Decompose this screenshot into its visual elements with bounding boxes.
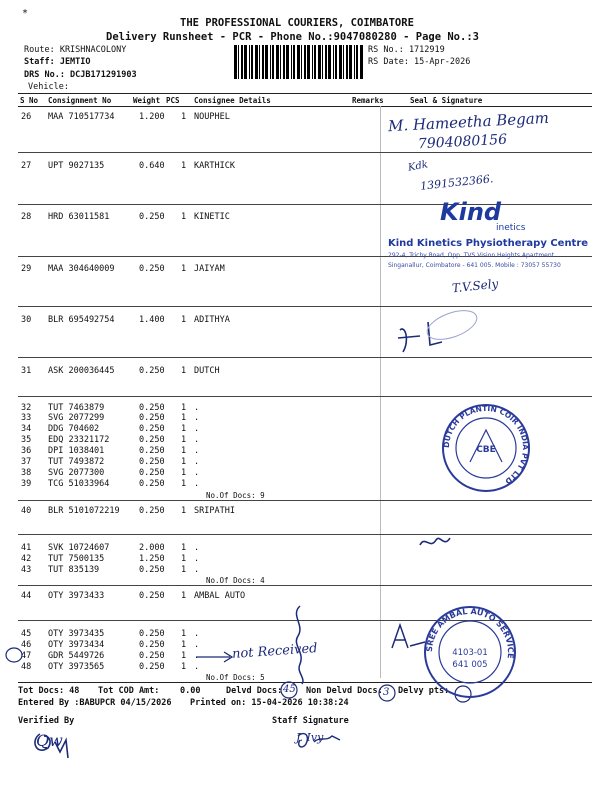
row-pcs: 1 bbox=[181, 543, 187, 553]
row-weight: 1.400 bbox=[139, 315, 165, 325]
staff-signature-label: Staff Signature bbox=[272, 716, 349, 726]
col-remarks: Remarks bbox=[352, 96, 384, 105]
barcode-bar bbox=[328, 45, 331, 79]
row-consignee: . bbox=[194, 424, 200, 434]
row-consignment: TCG 51033964 bbox=[48, 479, 110, 489]
barcode-bar bbox=[322, 45, 323, 79]
row-consignment: TUT 835139 bbox=[48, 565, 100, 575]
row-sno: 26 bbox=[21, 112, 32, 122]
row-pcs: 1 bbox=[181, 629, 187, 639]
row-weight: 1.250 bbox=[139, 554, 165, 564]
row-sno: 43 bbox=[21, 565, 32, 575]
row-sno: 35 bbox=[21, 435, 32, 445]
row-sno: 29 bbox=[21, 264, 32, 274]
row-consignment: DPI 1038401 bbox=[48, 446, 105, 456]
row-consignment: OTY 3973565 bbox=[48, 662, 105, 672]
barcode-bar bbox=[255, 45, 258, 79]
barcode-bar bbox=[238, 45, 239, 79]
barcode-bar bbox=[280, 45, 281, 79]
row-consignee: . bbox=[194, 457, 200, 467]
drs-number: DRS No.: DCJB171291903 bbox=[24, 70, 137, 80]
row-sno: 47 bbox=[21, 651, 32, 661]
row-pcs: 1 bbox=[181, 413, 187, 423]
row-consignee: . bbox=[194, 468, 200, 478]
row-pcs: 1 bbox=[181, 662, 187, 672]
barcode-bar bbox=[346, 45, 348, 79]
row-weight: 0.250 bbox=[139, 457, 165, 467]
row-consignment: BLR 5101072219 bbox=[48, 506, 120, 516]
row-weight: 0.250 bbox=[139, 662, 165, 672]
docs-count: No.Of Docs: 4 bbox=[206, 576, 265, 585]
barcode-bar bbox=[349, 45, 352, 79]
ambal-ring-text: SREE AMBAL AUTO SERVICE bbox=[424, 606, 516, 659]
kind-logo-text: Kind bbox=[440, 198, 502, 226]
row-sno: 44 bbox=[21, 591, 32, 601]
ambal-auto-stamp bbox=[422, 604, 518, 700]
barcode-bar bbox=[251, 45, 253, 79]
row-weight: 2.000 bbox=[139, 543, 165, 553]
barcode-bar bbox=[259, 45, 260, 79]
barcode-bar bbox=[318, 45, 321, 79]
row-consignment: ASK 200036445 bbox=[48, 366, 115, 376]
delvy-pts: Delvy pts: bbox=[398, 686, 450, 696]
barcode-bar bbox=[244, 45, 247, 79]
row-consignment: EDQ 23321172 bbox=[48, 435, 110, 445]
row-consignee: KARTHICK bbox=[194, 161, 235, 171]
kind-address-2: Singanallur, Coimbatore - 641 005. Mobile : 73057 55730 bbox=[388, 262, 561, 269]
row-pcs: 1 bbox=[181, 112, 187, 122]
cod-value: 0.00 bbox=[180, 686, 201, 696]
non-delvd-docs: Non Delvd Docs: bbox=[306, 686, 383, 696]
row-sno: 34 bbox=[21, 424, 32, 434]
barcode bbox=[234, 45, 364, 79]
ambal-code: 4103-01 bbox=[452, 648, 488, 658]
barcode-bar bbox=[325, 45, 327, 79]
row-pcs: 1 bbox=[181, 161, 187, 171]
kind-logo-sub: inetics bbox=[496, 223, 526, 233]
barcode-bar bbox=[339, 45, 342, 79]
vehicle: Vehicle: bbox=[28, 82, 69, 92]
entered-by: Entered By :BABUPCR 04/15/2026 bbox=[18, 698, 172, 708]
row-pcs: 1 bbox=[181, 457, 187, 467]
row-weight: 0.250 bbox=[139, 403, 165, 413]
row-consignee: . bbox=[194, 640, 200, 650]
barcode-bar bbox=[307, 45, 310, 79]
row-sno: 38 bbox=[21, 468, 32, 478]
row-weight: 0.250 bbox=[139, 629, 165, 639]
corner-mark: * bbox=[22, 8, 29, 19]
row-pcs: 1 bbox=[181, 591, 187, 601]
row-sno: 28 bbox=[21, 212, 32, 222]
row-pcs: 1 bbox=[181, 424, 187, 434]
barcode-bar bbox=[291, 45, 292, 79]
row-consignee: . bbox=[194, 413, 200, 423]
barcode-bar bbox=[286, 45, 289, 79]
row-weight: 0.250 bbox=[139, 413, 165, 423]
row-pcs: 1 bbox=[181, 366, 187, 376]
row-consignment: OTY 3973435 bbox=[48, 629, 105, 639]
row-weight: 0.250 bbox=[139, 506, 165, 516]
row-weight: 0.250 bbox=[139, 591, 165, 601]
row-weight: 0.250 bbox=[139, 435, 165, 445]
row-sno: 37 bbox=[21, 457, 32, 467]
row-weight: 0.250 bbox=[139, 479, 165, 489]
barcode-bar bbox=[293, 45, 295, 79]
col-consignee: Consignee Details bbox=[194, 96, 271, 105]
row-consignee: DUTCH bbox=[194, 366, 220, 376]
col-pcs: PCS bbox=[166, 96, 180, 105]
barcode-bar bbox=[356, 45, 358, 79]
row-consignee: SRIPATHI bbox=[194, 506, 235, 516]
row-consignment: OTY 3973433 bbox=[48, 591, 105, 601]
row-sno: 27 bbox=[21, 161, 32, 171]
row-consignee: . bbox=[194, 651, 200, 661]
row-consignee: . bbox=[194, 403, 200, 413]
row-consignment: TUT 7463879 bbox=[48, 403, 105, 413]
docs-count: No.Of Docs: 9 bbox=[206, 491, 265, 500]
kind-address-1: 292-4, Trichy Road, Opp. TVS Vision Heights Apartment bbox=[388, 252, 555, 259]
row-consignee: KINETIC bbox=[194, 212, 230, 222]
row-pcs: 1 bbox=[181, 554, 187, 564]
row-consignment: MAA 304640009 bbox=[48, 264, 115, 274]
row-consignment: GDR 5449726 bbox=[48, 651, 105, 661]
row-pcs: 1 bbox=[181, 468, 187, 478]
cod-label: Tot COD Amt: bbox=[98, 686, 160, 696]
barcode-bar bbox=[283, 45, 285, 79]
col-sno: S No bbox=[20, 96, 39, 105]
row-consignment: TUT 7500135 bbox=[48, 554, 105, 564]
barcode-bar bbox=[360, 45, 363, 79]
row-sno: 48 bbox=[21, 662, 32, 672]
row-consignee: JAIYAM bbox=[194, 264, 225, 274]
row-consignee: . bbox=[194, 479, 200, 489]
barcode-bar bbox=[301, 45, 302, 79]
row-pcs: 1 bbox=[181, 403, 187, 413]
row-consignment: MAA 710517734 bbox=[48, 112, 115, 122]
row-consignment: DDG 704602 bbox=[48, 424, 100, 434]
row-consignee: . bbox=[194, 629, 200, 639]
row-weight: 0.250 bbox=[139, 446, 165, 456]
barcode-bar bbox=[354, 45, 355, 79]
col-consignment: Consignment No bbox=[48, 96, 112, 105]
row-weight: 1.200 bbox=[139, 112, 165, 122]
barcode-bar bbox=[241, 45, 243, 79]
row-sno: 40 bbox=[21, 506, 32, 516]
row-consignee: . bbox=[194, 565, 200, 575]
row-consignment: SVG 2077299 bbox=[48, 413, 105, 423]
row-consignee: . bbox=[194, 662, 200, 672]
kind-name: Kind Kinetics Physiotherapy Centre bbox=[388, 238, 589, 249]
staff-signature-mark: J. Ivy bbox=[296, 731, 324, 744]
row-consignment: OTY 3973434 bbox=[48, 640, 105, 650]
verified-signature: Qw bbox=[36, 731, 63, 750]
col-seal: Seal & Signature bbox=[410, 96, 483, 105]
tot-docs: Tot Docs: 48 bbox=[18, 686, 80, 696]
non-delvd-count-handwritten: 3 bbox=[383, 687, 390, 698]
row-consignee: . bbox=[194, 554, 200, 564]
barcode-bar bbox=[270, 45, 271, 79]
printed-on: Printed on: 15-04-2026 10:38:24 bbox=[190, 698, 349, 708]
row-consignee: . bbox=[194, 543, 200, 553]
barcode-bar bbox=[249, 45, 250, 79]
row-consignee: ADITHYA bbox=[194, 315, 230, 325]
row-weight: 0.250 bbox=[139, 424, 165, 434]
dutch-center-text: CBE bbox=[476, 445, 496, 455]
company-title: THE PROFESSIONAL COURIERS, COIMBATORE bbox=[180, 17, 414, 29]
row-pcs: 1 bbox=[181, 315, 187, 325]
row-pcs: 1 bbox=[181, 506, 187, 516]
handwritten-name-26: M. Hameetha Begam bbox=[387, 108, 550, 136]
handwritten-phone-27: 1391532366. bbox=[419, 172, 494, 193]
row-consignment: SVK 10724607 bbox=[48, 543, 110, 553]
row-sno: 42 bbox=[21, 554, 32, 564]
barcode-bar bbox=[276, 45, 279, 79]
row-pcs: 1 bbox=[181, 446, 187, 456]
barcode-bar bbox=[272, 45, 274, 79]
barcode-bar bbox=[265, 45, 268, 79]
delvd-count-handwritten: 45 bbox=[283, 684, 296, 695]
row-weight: 0.250 bbox=[139, 366, 165, 376]
row-sno: 33 bbox=[21, 413, 32, 423]
staff: Staff: JEMTIO bbox=[24, 57, 91, 67]
dutch-ring-text: DUTCH PLANTIN COIR INDIA PVT LTD bbox=[441, 403, 531, 486]
ambal-pin: 641 005 bbox=[452, 660, 488, 670]
docs-count: No.Of Docs: 5 bbox=[206, 673, 265, 682]
row-weight: 0.250 bbox=[139, 468, 165, 478]
barcode-bar bbox=[234, 45, 237, 79]
handwritten-signature-29: T.V.Sely bbox=[451, 276, 499, 296]
row-pcs: 1 bbox=[181, 640, 187, 650]
barcode-bar bbox=[262, 45, 264, 79]
row-consignment: BLR 695492754 bbox=[48, 315, 115, 325]
barcode-bar bbox=[304, 45, 306, 79]
verified-by: Verified By bbox=[18, 716, 75, 726]
row-consignment: UPT 9027135 bbox=[48, 161, 105, 171]
row-pcs: 1 bbox=[181, 651, 187, 661]
row-consignee: . bbox=[194, 435, 200, 445]
row-consignee: . bbox=[194, 446, 200, 456]
barcode-bar bbox=[335, 45, 337, 79]
row-pcs: 1 bbox=[181, 435, 187, 445]
handwritten-mark-27: Kdk bbox=[407, 159, 429, 174]
row-consignment: SVG 2077300 bbox=[48, 468, 105, 478]
row-pcs: 1 bbox=[181, 565, 187, 575]
runsheet-title: Delivery Runsheet - PCR - Phone No.:9047080280 - Page No.:3 bbox=[106, 31, 479, 43]
dutch-plantin-stamp bbox=[440, 402, 532, 494]
row-sno: 36 bbox=[21, 446, 32, 456]
row-weight: 0.250 bbox=[139, 264, 165, 274]
row-sno: 30 bbox=[21, 315, 32, 325]
not-received-note: not Received bbox=[231, 641, 318, 662]
row-pcs: 1 bbox=[181, 212, 187, 222]
row-consignment: HRD 63011581 bbox=[48, 212, 110, 222]
row-consignment: TUT 7493872 bbox=[48, 457, 105, 467]
row-sno: 32 bbox=[21, 403, 32, 413]
row-sno: 31 bbox=[21, 366, 32, 376]
row-sno: 41 bbox=[21, 543, 32, 553]
barcode-bar bbox=[314, 45, 316, 79]
row-sno: 45 bbox=[21, 629, 32, 639]
row-weight: 0.640 bbox=[139, 161, 165, 171]
row-pcs: 1 bbox=[181, 479, 187, 489]
row-weight: 0.250 bbox=[139, 565, 165, 575]
row-weight: 0.250 bbox=[139, 640, 165, 650]
rs-date: RS Date: 15-Apr-2026 bbox=[368, 57, 471, 67]
barcode-bar bbox=[297, 45, 300, 79]
route: Route: KRISHNACOLONY bbox=[24, 45, 127, 55]
row-pcs: 1 bbox=[181, 264, 187, 274]
barcode-bar bbox=[312, 45, 313, 79]
row-sno: 46 bbox=[21, 640, 32, 650]
handwritten-phone-26: 7904080156 bbox=[417, 131, 508, 153]
col-weight: Weight bbox=[133, 96, 161, 105]
rs-number: RS No.: 1712919 bbox=[368, 45, 445, 55]
row-weight: 0.250 bbox=[139, 651, 165, 661]
barcode-bar bbox=[343, 45, 344, 79]
barcode-bar bbox=[333, 45, 334, 79]
row-consignee: NOUPHEL bbox=[194, 112, 230, 122]
row-weight: 0.250 bbox=[139, 212, 165, 222]
delvd-docs: Delvd Docs: bbox=[226, 686, 283, 696]
row-sno: 39 bbox=[21, 479, 32, 489]
row-consignee: AMBAL AUTO bbox=[194, 591, 246, 601]
